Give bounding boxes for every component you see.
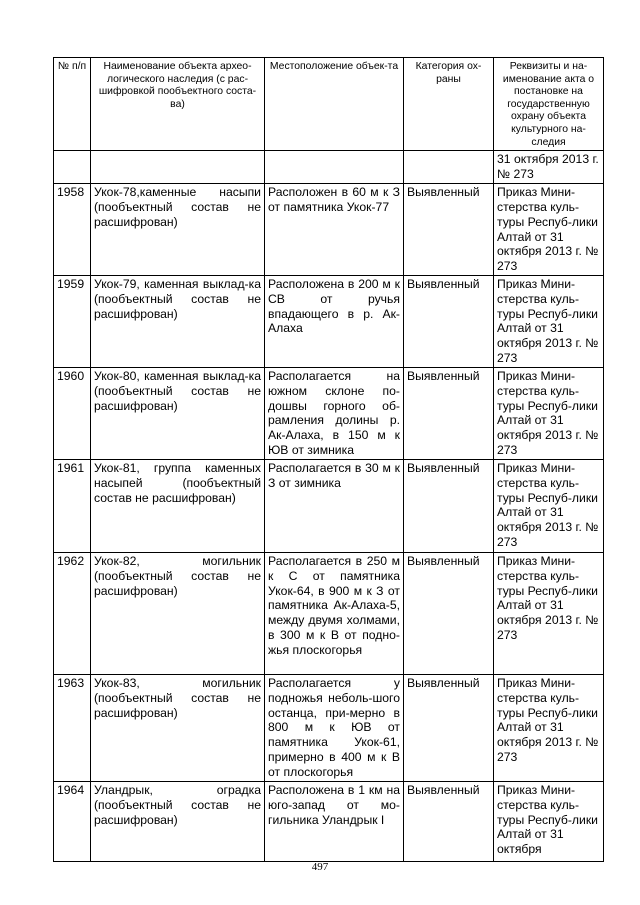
table-row [54,552,604,674]
continuation-row [54,151,604,184]
row-location-cell: Располагается в 30 м к З от зимника [265,459,404,552]
table-row [54,459,604,552]
row-num-cell: 1961 [54,459,91,552]
row-location-cell: Расположен в 60 м к З от памятника Укок-77 [265,184,404,276]
row-location-cell: Располагается в 250 м к С от памятника Укок-64, в 900 м к З от памятника Ак-Алаха-5, между двумя холмами, в 300 м к В от подно-жья плоскогорья [265,552,404,674]
table-row [54,674,604,781]
row-name-cell: Укок-82, могильник (пообъектный состав не расшифрован) [91,552,265,674]
row-name-cell: Укок-80, каменная выклад-ка (пообъектный состав не расшифрован) [91,367,265,459]
table-header [54,58,604,151]
header-num: № п/п [54,58,91,151]
row-document-cell: Приказ Мини-стерства куль-туры Респуб-лики Алтай от 31 октября 2013 г. № 273 [494,674,604,781]
table-row [54,781,604,861]
row-name-cell: Уландрык, оградка (пообъектный состав не расшифрован) [91,781,265,861]
row-document-cell: Приказ Мини-стерства куль-туры Респуб-лики Алтай от 31 октября [494,781,604,861]
row-num-cell: 1959 [54,275,91,367]
table-row [54,367,604,459]
row-num-cell: 1958 [54,184,91,276]
continuation-document-cell: 31 октября 2013 г. № 273 [494,151,604,184]
header-category: Категория ох-раны [404,58,494,151]
row-category-cell: Выявленный [404,459,494,552]
row-category-cell: Выявленный [404,674,494,781]
table-row [54,184,604,276]
row-document-cell: Приказ Мини-стерства куль-туры Респуб-лики Алтай от 31 октября 2013 г. № 273 [494,184,604,276]
row-location-cell: Располагается у подножья неболь-шого останца, при-мерно в 800 м к ЮВ от памятника Укок-61, примерно в 400 м к В от плоскогорья [265,674,404,781]
row-category-cell: Выявленный [404,781,494,861]
row-document-cell: Приказ Мини-стерства куль-туры Респуб-лики Алтай от 31 октября 2013 г. № 273 [494,367,604,459]
row-document-cell: Приказ Мини-стерства куль-туры Респуб-лики Алтай от 31 октября 2013 г. № 273 [494,275,604,367]
continuation-location-cell [265,151,404,184]
header-document: Реквизиты и на-именование акта о постановке на государственную охрану объекта культурного на-следия [494,58,604,151]
row-category-cell: Выявленный [404,552,494,674]
row-name-cell: Укок-81, группа каменных насыпей (пообъектный состав не расшифрован) [91,459,265,552]
table-row [54,275,604,367]
table-body [54,151,604,862]
row-location-cell: Располагается на южном склоне по-дошвы горного об-рамления долины р. Ак-Алаха, в 150 м к ЮВ от зимника [265,367,404,459]
row-num-cell: 1963 [54,674,91,781]
continuation-category-cell [404,151,494,184]
row-num-cell: 1960 [54,367,91,459]
header-name: Наименование объекта архео-логического наследия (с рас-шифровкой пообъектного соста-ва) [91,58,265,151]
header-row [54,58,604,151]
row-category-cell: Выявленный [404,275,494,367]
continuation-num-cell [54,151,91,184]
row-location-cell: Расположена в 200 м к СВ от ручья впадающего в р. Ак-Алаха [265,275,404,367]
row-num-cell: 1964 [54,781,91,861]
row-category-cell: Выявленный [404,367,494,459]
row-category-cell: Выявленный [404,184,494,276]
heritage-registry-table [53,57,604,862]
row-name-cell: Укок-79, каменная выклад-ка (пообъектный состав не расшифрован) [91,275,265,367]
row-num-cell: 1962 [54,552,91,674]
row-name-cell: Укок-78,каменные насыпи (пообъектный состав не расшифрован) [91,184,265,276]
row-name-cell: Укок-83, могильник (пообъектный состав не расшифрован) [91,674,265,781]
row-document-cell: Приказ Мини-стерства куль-туры Респуб-лики Алтай от 31 октября 2013 г. № 273 [494,459,604,552]
row-document-cell: Приказ Мини-стерства куль-туры Респуб-лики Алтай от 31 октября 2013 г. № 273 [494,552,604,674]
header-location: Местоположение объек-та [265,58,404,151]
continuation-name-cell [91,151,265,184]
page-number: 497 [311,861,329,873]
row-location-cell: Расположена в 1 км на юго-запад от мо-гильника Уландрык I [265,781,404,861]
